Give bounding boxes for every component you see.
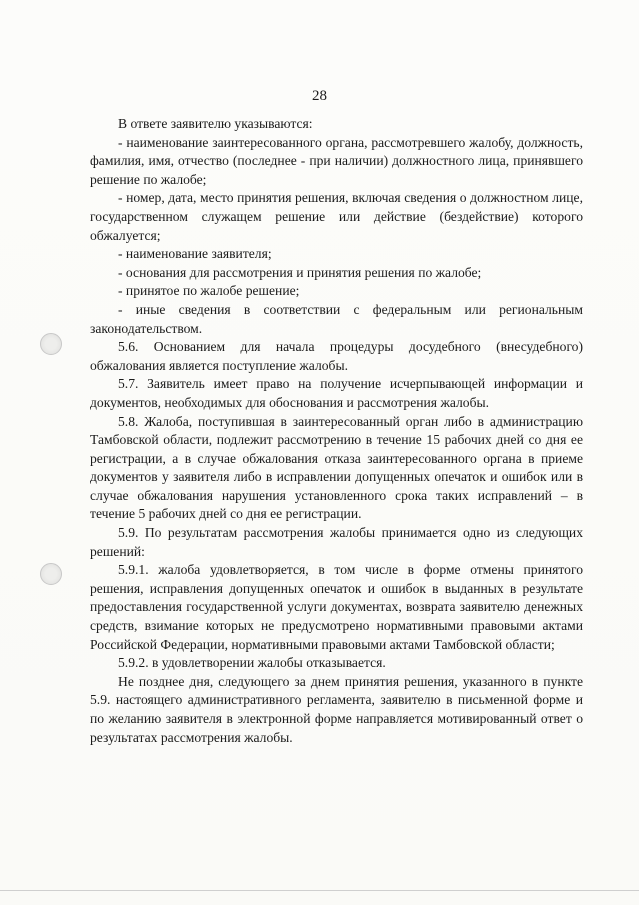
paragraph: - принятое по жалобе решение; (118, 283, 300, 299)
paragraph: Не позднее дня, следующего за днем принятия решения, указанного в пункте 5.9. настоящего административного регламента, заявителю в письменной форме и по желанию заявителя в электронной форме направляется мотивированный ответ о результатах рассмотрения жалобы. (90, 673, 583, 745)
paragraph: 5.7. Заявитель имеет право на получение исчерпывающей информации и документов, необходимых для обоснования и рассмотрения жалобы. (90, 376, 583, 410)
paragraph: - иные сведения в соответствии с федеральным или региональным законодательством. (90, 301, 583, 336)
page-number: 28 (312, 88, 327, 104)
paragraph: В ответе заявителю указываются: (118, 116, 313, 131)
paragraph: 5.6. Основанием для начала процедуры досудебного (внесудебного) обжалования является поступление жалобы. (90, 339, 583, 373)
paragraph: 5.9.1. жалоба удовлетворяется, в том числе в форме отмены принятого решения, исправления допущенных опечаток и ошибок в выданных в результате предоставления государственной услуги документах, возврата заявителю денежных средств, взимание которых не предусмотрено нормативными правовыми актами Российской Федерации, нормативными правовыми актами Тамбовской области; (90, 562, 583, 652)
punch-hole (40, 563, 62, 585)
paragraph: 5.9.2. в удовлетворении жалобы отказывается. (118, 655, 386, 671)
paragraph: - номер, дата, место принятия решения, включая сведения о должностном лице, государственном служащем решение или действие (бездействие) которого обжалуется; (90, 190, 583, 243)
paragraph: - наименование заинтересованного органа, рассмотревшего жалобу, должность, фамилия, имя, отчество (последнее - при наличии) должностного лица, принявшего решение по жалобе; (90, 134, 583, 187)
document-body (90, 115, 583, 747)
punch-hole (40, 333, 62, 355)
paragraph: - наименование заявителя; (118, 246, 272, 262)
paragraph: 5.9. По результатам рассмотрения жалобы принимается одно из следующих решений: (90, 525, 583, 559)
page-edge (0, 890, 639, 891)
paragraph: - основания для рассмотрения и принятия решения по жалобе; (118, 264, 482, 280)
paragraph: 5.8. Жалоба, поступившая в заинтересованный орган либо в администрацию Тамбовской области, подлежит рассмотрению в течение 15 рабочих дней со дня ее регистрации, а в случае обжалования отказа заинтересованного органа в приеме документов у заявителя либо в исправлении допущенных опечаток и ошибок или в случае обжалования нарушения установленного срока таких исправлений – в течение 5 рабочих дней со дня ее регистрации. (90, 413, 583, 522)
